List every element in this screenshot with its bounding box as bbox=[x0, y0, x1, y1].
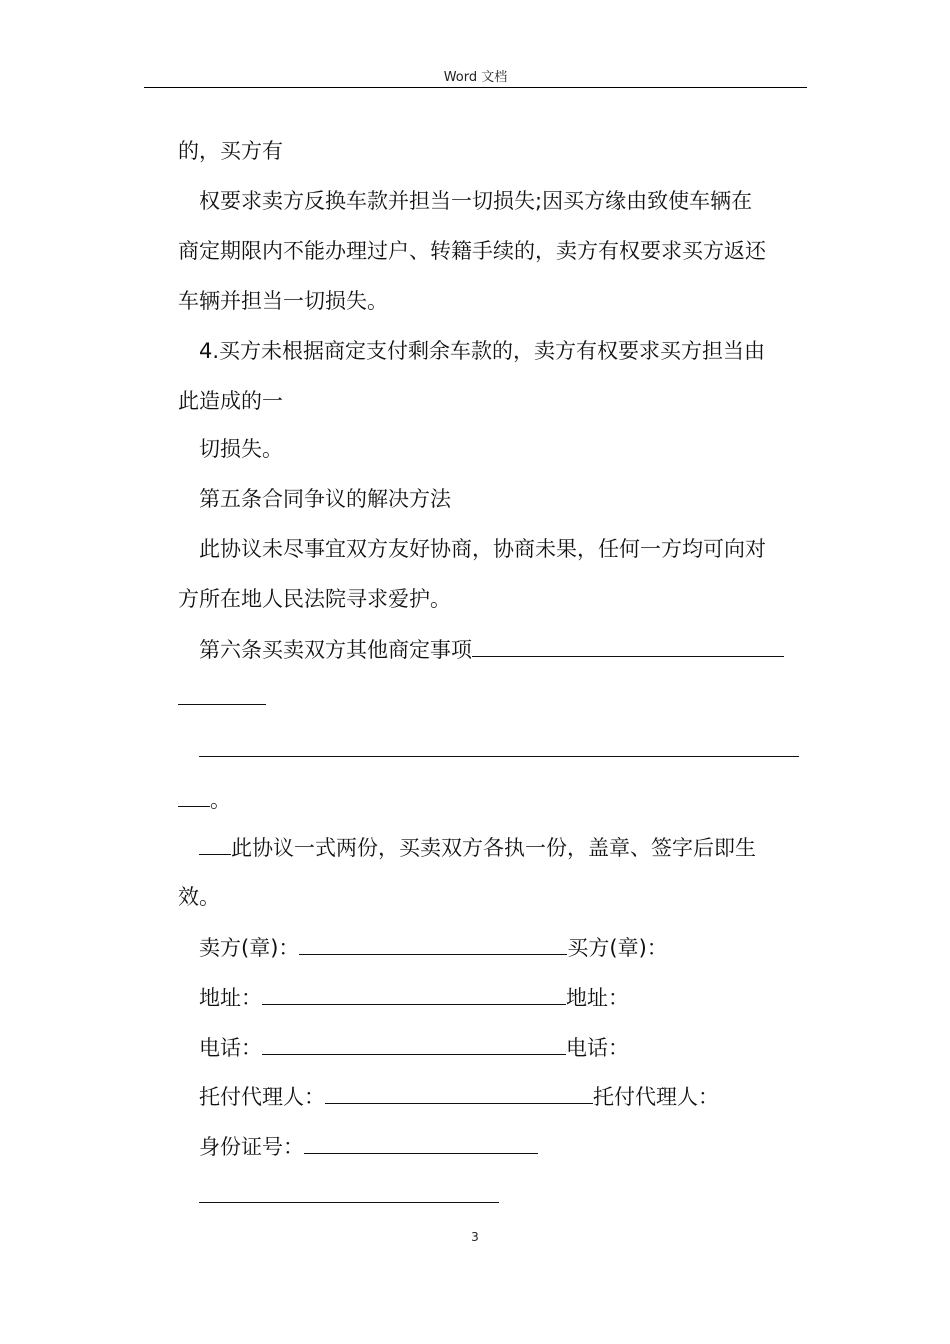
fill-in-blank[interactable] bbox=[472, 634, 784, 657]
blank-line bbox=[199, 1180, 499, 1211]
section-heading: 第六条买卖双方其他商定事项 bbox=[199, 638, 472, 662]
phone-label: 电话： bbox=[566, 1036, 629, 1060]
seller-signature-field[interactable] bbox=[299, 932, 567, 955]
page-number: 3 bbox=[471, 1230, 479, 1244]
id-label: 身份证号： bbox=[199, 1135, 304, 1159]
id-row bbox=[199, 1131, 538, 1162]
agent-row bbox=[199, 1081, 719, 1112]
other-matters-line bbox=[199, 634, 784, 665]
body-line: 4.买方未根据商定支付剩余车款的，卖方有权要求买方担当由 bbox=[199, 339, 766, 363]
copies-line bbox=[199, 832, 756, 863]
seller-phone-field[interactable] bbox=[262, 1032, 566, 1055]
phone-label: 电话： bbox=[199, 1036, 262, 1060]
period: 。 bbox=[210, 788, 231, 812]
phone-row bbox=[199, 1032, 629, 1063]
id-number-field[interactable] bbox=[304, 1131, 538, 1154]
seller-agent-field[interactable] bbox=[325, 1081, 593, 1104]
seller-row bbox=[199, 932, 668, 963]
body-line: 方所在地人民法院寻求爱护。 bbox=[178, 587, 451, 611]
fill-in-blank[interactable] bbox=[199, 1180, 499, 1203]
body-line: 切损失。 bbox=[199, 437, 283, 461]
agent-label: 托付代理人： bbox=[199, 1085, 325, 1109]
body-line: 车辆并担当一切损失。 bbox=[178, 289, 388, 313]
address-label: 地址： bbox=[566, 986, 629, 1010]
copies-text: 此协议一式两份，买卖双方各执一份，盖章、签字后即生 bbox=[231, 836, 756, 860]
blank-line bbox=[178, 784, 231, 815]
blank-line bbox=[178, 682, 266, 713]
fill-in-blank[interactable] bbox=[199, 832, 231, 855]
agent-label: 托付代理人： bbox=[593, 1085, 719, 1109]
body-line: 此造成的一 bbox=[178, 389, 283, 413]
body-line: 权要求卖方反换车款并担当一切损失;因买方缘由致使车辆在 bbox=[199, 189, 753, 213]
fill-in-blank[interactable] bbox=[178, 682, 266, 705]
fill-in-blank[interactable] bbox=[199, 734, 799, 757]
body-line: 效。 bbox=[178, 885, 220, 909]
buyer-label: 买方(章)： bbox=[567, 936, 668, 960]
fill-in-blank[interactable] bbox=[178, 784, 210, 807]
header-rule bbox=[144, 87, 807, 88]
section-heading: 第五条合同争议的解决方法 bbox=[199, 487, 451, 511]
body-line: 的，买方有 bbox=[178, 139, 283, 163]
address-label: 地址： bbox=[199, 986, 262, 1010]
body-line: 商定期限内不能办理过户、转籍手续的，卖方有权要求买方返还 bbox=[178, 239, 766, 263]
address-row bbox=[199, 982, 629, 1013]
seller-address-field[interactable] bbox=[262, 982, 566, 1005]
blank-line bbox=[199, 734, 799, 765]
seller-label: 卖方(章)： bbox=[199, 936, 300, 960]
page-header: Word 文档 bbox=[443, 70, 508, 85]
body-line: 此协议未尽事宜双方友好协商，协商未果，任何一方均可向对 bbox=[199, 537, 766, 561]
